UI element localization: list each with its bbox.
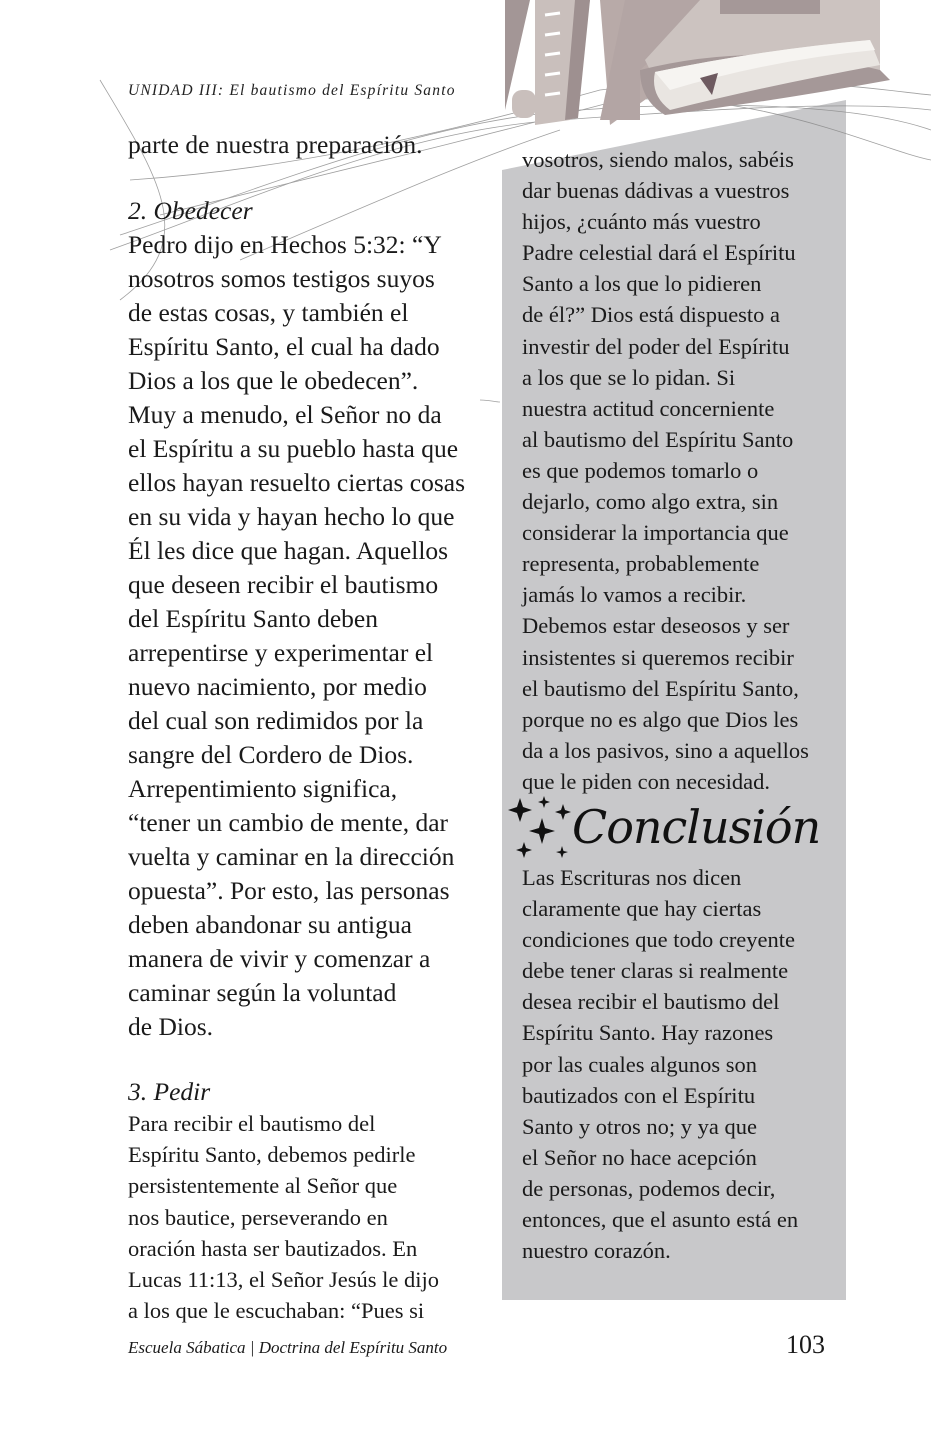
section-obedecer	[128, 194, 465, 1044]
text-line: a los que le escuchaban: “Pues si	[128, 1298, 425, 1324]
text-line: caminar según la voluntad	[128, 978, 397, 1007]
text-line: Debemos estar deseosos y ser	[522, 613, 790, 639]
text-line: Las Escrituras nos dicen	[522, 865, 742, 890]
text-line: Dios a los que le obedecen”.	[128, 366, 419, 395]
text-line: en su vida y hayan hecho lo que	[128, 502, 455, 531]
text-line: de Dios.	[128, 1012, 213, 1041]
text-line: Espíritu Santo, el cual ha dado	[128, 332, 440, 361]
text-line: Lucas 11:13, el Señor Jesús le dijo	[128, 1267, 439, 1293]
text-line: Santo a los que lo pidieren	[522, 271, 762, 297]
text-line: el Señor no hace acepción	[522, 1144, 757, 1170]
text-line: desea recibir el bautismo del	[522, 989, 780, 1015]
text-line: vosotros, siendo malos, sabéis	[522, 147, 794, 172]
section-heading: 3. Pedir	[128, 1077, 211, 1106]
text-line: representa, probablemente	[522, 551, 760, 577]
text-line: es que podemos tomarlo o	[522, 457, 759, 483]
running-footer: Escuela Sábatica | Doctrina del Espíritu Santo	[128, 1338, 448, 1357]
text-line: Él les dice que hagan. Aquellos	[128, 536, 449, 565]
left-intro	[128, 128, 423, 162]
text-line: entonces, que el asunto está en	[522, 1207, 799, 1233]
text-line: hijos, ¿cuánto más vuestro	[522, 209, 761, 235]
text-line: que le piden con necesidad.	[522, 768, 771, 794]
text-line: “tener un cambio de mente, dar	[128, 808, 449, 837]
text-line: bautizados con el Espíritu	[522, 1082, 756, 1108]
text-line: nuestra actitud concerniente	[522, 395, 775, 421]
text-line: arrepentirse y experimentar el	[128, 638, 434, 667]
text-line: porque no es algo que Dios les	[522, 706, 799, 732]
text-line: del Espíritu Santo deben	[128, 604, 378, 633]
text-line: claramente que hay ciertas	[522, 896, 762, 922]
text-line: deben abandonar su antigua	[128, 910, 412, 939]
page-number: 103	[786, 1330, 825, 1359]
text-line: de él?” Dios está dispuesto a	[522, 302, 781, 328]
section-pedir-heading	[128, 1075, 210, 1109]
text-line: Arrepentimiento significa,	[128, 774, 398, 803]
text-line: opuesta”. Por esto, las personas	[128, 876, 450, 905]
text-line: del cual son redimidos por la	[128, 706, 424, 735]
text-line: parte de nuestra preparación.	[128, 130, 423, 159]
text-line: da a los pasivos, sino a aquellos	[522, 737, 809, 763]
sparkle-icon	[506, 796, 576, 866]
text-line: de estas cosas, y también el	[128, 298, 409, 327]
text-line: a los que se lo pidan. Si	[522, 364, 736, 390]
text-line: por las cuales algunos son	[522, 1051, 757, 1077]
text-line: vuelta y caminar en la dirección	[128, 842, 455, 871]
text-line: que deseen recibir el bautismo	[128, 570, 439, 599]
text-line: dar buenas dádivas a vuestros	[522, 178, 790, 204]
text-line: ellos hayan resuelto ciertas cosas	[128, 468, 466, 497]
text-line: Muy a menudo, el Señor no da	[128, 400, 442, 429]
text-line: nuevo nacimiento, por medio	[128, 672, 427, 701]
text-line: Para recibir el bautismo del	[128, 1111, 376, 1136]
text-line: Espíritu Santo, debemos pedirle	[128, 1142, 416, 1168]
right-column-text	[522, 144, 809, 797]
text-line: nosotros somos testigos suyos	[128, 264, 435, 293]
text-line: debe tener claras si realmente	[522, 958, 789, 984]
text-line: el bautismo del Espíritu Santo,	[522, 675, 799, 701]
text-line: Pedro dijo en Hechos 5:32: “Y	[128, 230, 442, 259]
text-line: Espíritu Santo. Hay razones	[522, 1020, 774, 1046]
text-line: oración hasta ser bautizados. En	[128, 1235, 418, 1261]
text-line: considerar la importancia que	[522, 520, 789, 546]
text-line: Santo y otros no; y ya que	[522, 1113, 757, 1139]
conclusion-title: Conclusión	[572, 800, 821, 854]
section-pedir	[128, 1108, 439, 1326]
text-line: el Espíritu a su pueblo hasta que	[128, 434, 459, 463]
text-line: dejarlo, como algo extra, sin	[522, 489, 779, 515]
text-line: manera de vivir y comenzar a	[128, 944, 431, 973]
text-line: Padre celestial dará el Espíritu	[522, 240, 796, 266]
conclusion-text	[522, 862, 798, 1266]
section-heading: 2. Obedecer	[128, 196, 253, 225]
text-line: nuestro corazón.	[522, 1238, 671, 1264]
text-line: investir del poder del Espíritu	[522, 333, 790, 359]
running-header: UNIDAD III: El bautismo del Espíritu Santo	[128, 82, 456, 99]
text-line: sangre del Cordero de Dios.	[128, 740, 414, 769]
text-line: insistentes si queremos recibir	[522, 644, 794, 670]
text-line: condiciones que todo creyente	[522, 927, 796, 953]
text-line: de personas, podemos decir,	[522, 1175, 776, 1201]
text-line: jamás lo vamos a recibir.	[522, 582, 747, 608]
text-line: nos bautice, perseverando en	[128, 1204, 388, 1230]
text-line: al bautismo del Espíritu Santo	[522, 426, 794, 452]
text-line: persistentemente al Señor que	[128, 1173, 398, 1199]
